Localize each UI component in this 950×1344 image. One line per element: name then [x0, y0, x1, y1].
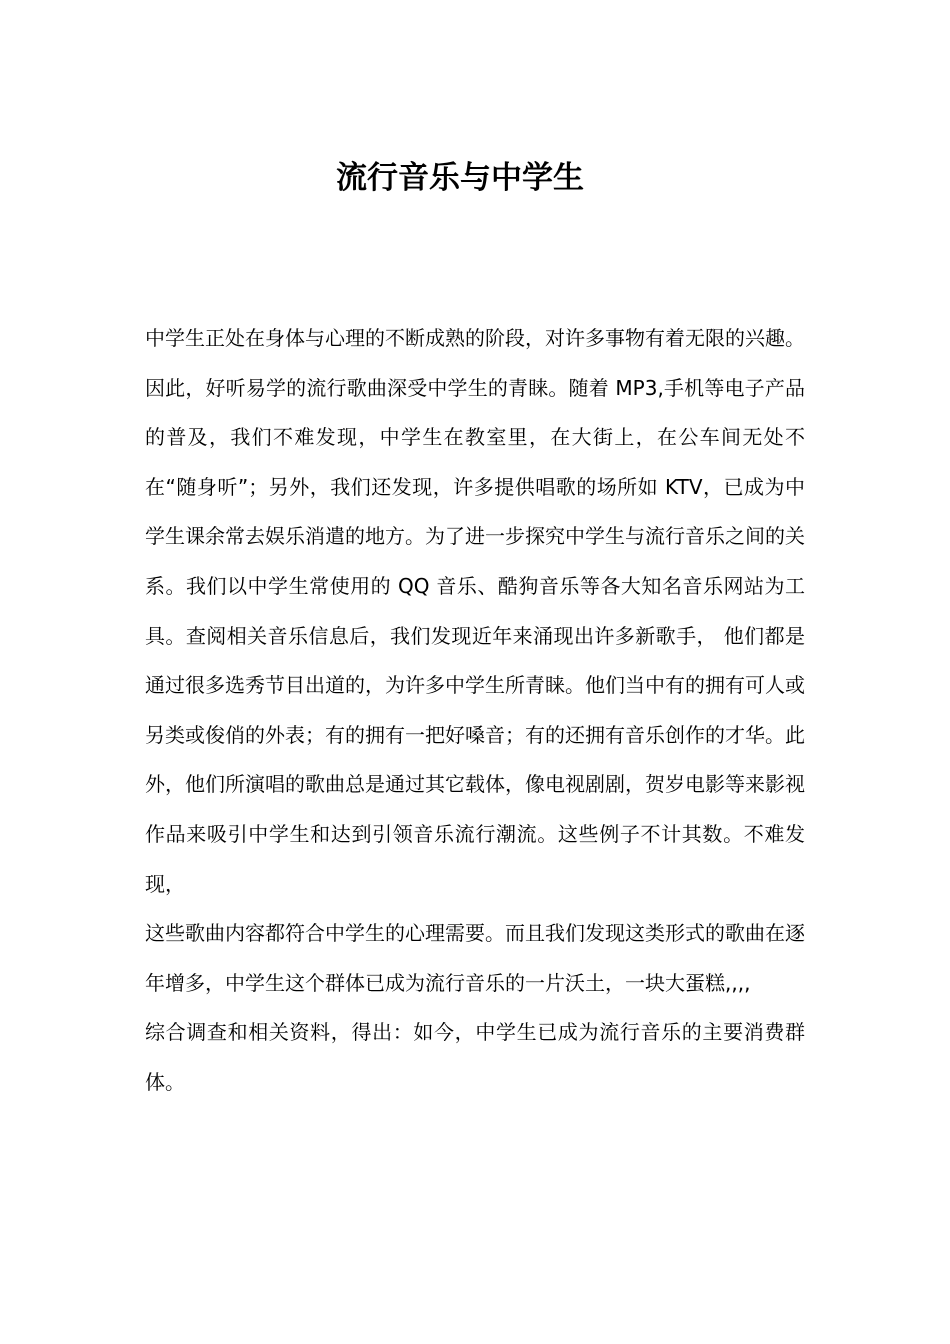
body-paragraph-2: 这些歌曲内容都符合中学生的心理需要。而且我们发现这类形式的歌曲在逐年增多，中学生这个群体已成为流行音乐的一片沃土，一块大蛋糕,,,, [145, 921, 805, 995]
body-paragraph-3: 综合调查和相关资料，得出：如今，中学生已成为流行音乐的主要消费群体。 [145, 1020, 805, 1094]
document-body [145, 314, 805, 1108]
body-paragraph-1: 中学生正处在身体与心理的不断成熟的阶段，对许多事物有着无限的兴趣。因此，好听易学的流行歌曲深受中学生的青睐。随着 MP3,手机等电子产品的普及，我们不难发现，中学生在教室里，在大街上，在公车间无处不在“随身听”；另外，我们还发现，许多提供唱歌的场所如 KTV，已成为中学生课余常去娱乐消遣的地方。为了进一步探究中学生与流行音乐之间的关系。我们以中学生常使用的 QQ 音乐、酷狗音乐等各大知名音乐网站为工具。查阅相关音乐信息后，我们发现近年来涌现出许多新歌手， 他们都是通过很多选秀节目出道的，为许多中学生所青睐。他们当中有的拥有可人或另类或俊俏的外表；有的拥有一把好嗓音；有的还拥有音乐创作的才华。此外，他们所演唱的歌曲总是通过其它载体，像电视剧剧，贺岁电影等来影视作品来吸引中学生和达到引领音乐流行潮流。这些例子不计其数。不难发现， [145, 326, 805, 896]
document-title: 流行音乐与中学生 [336, 160, 584, 196]
